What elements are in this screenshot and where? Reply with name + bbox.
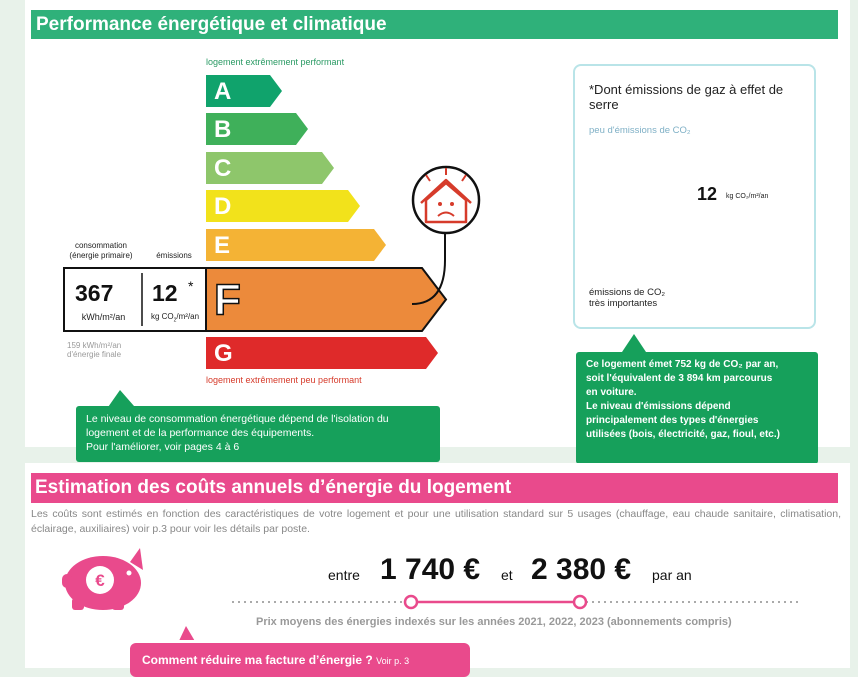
consumption-label: consommation [74, 241, 128, 250]
dpe-top-label: logement extrêmement performant [206, 57, 345, 67]
prices-note: Prix moyens des énergies indexés sur les années 2021, 2022, 2023 (abonnements compris) [256, 616, 732, 628]
svg-text:€: € [95, 571, 105, 590]
dpe-letter-b: B [214, 116, 232, 143]
dpe-letter-c: C [214, 155, 232, 182]
dpe-letter-d: D [214, 193, 232, 220]
ges-bottom-label-1: émissions de CO₂ [589, 287, 666, 298]
final-energy-1: 159 kWh/m²/an [67, 341, 122, 350]
section-title-performance: Performance énergétique et climatique [31, 10, 838, 39]
emissions-star: * [188, 278, 194, 294]
cost-low: 1 740 € [380, 553, 481, 586]
ges-top-label: peu d'émissions de CO₂ [589, 125, 691, 136]
dpe-bottom-label: logement extrêmement peu performant [206, 375, 362, 385]
cost-high-marker [574, 596, 586, 608]
cost-low-marker [405, 596, 417, 608]
and-label: et [501, 567, 513, 583]
consumption-unit: kWh/m²/an [81, 312, 126, 322]
emissions-label: émissions [156, 251, 192, 260]
consumption-info-bubble: Le niveau de consommation énergétique dépend de l'isolation du logement et de la performance des équipements. Pour l'améliorer, voir pages 4 à 6 [76, 406, 440, 462]
emissions-info-bubble: Ce logement émet 752 kg de CO₂ par an, soit l'équivalent de 3 894 km parcourus en voiture. Le niveau d'émissions dépend principalement des types d'énergies utilisées (bois, électricité, gaz, fioul, etc.) [576, 352, 818, 464]
consumption-sub: (énergie primaire) [69, 251, 133, 260]
cost-high: 2 380 € [531, 553, 632, 586]
ges-unit: kg CO₂/m²/an [726, 193, 769, 200]
costs-description: Les coûts sont estimés en fonction des caractéristiques de votre logement et pour une utilisation standard sur 5 usages (chauffage, eau chaude sanitaire, climatisation, éclairage, auxiliaires) voir p.3 pour voir les détails par poste. [31, 508, 841, 535]
dpe-letter-a: A [214, 78, 232, 105]
dpe-letter-g: G [214, 340, 233, 367]
final-energy-2: d'énergie finale [67, 350, 122, 359]
dpe-letter-f: F [214, 275, 241, 325]
consumption-value: 367 [75, 280, 114, 306]
dpe-letter-e: E [214, 232, 231, 259]
per-year-label: par an [652, 567, 692, 583]
ges-value: 12 [697, 184, 718, 204]
emissions-unit: kg $CO_2/m^2/an$ [150, 312, 200, 324]
emissions-value: 12 [152, 280, 178, 306]
piggy-bank-euro-icon [62, 548, 143, 610]
section-title-costs: Estimation des coûts annuels d’énergie du logement [31, 473, 838, 503]
reduce-bill-link[interactable]: Comment réduire ma facture d’énergie ? Voir p. 3 [130, 643, 470, 677]
ges-bottom-label-2: très importantes [589, 298, 658, 309]
between-label: entre [328, 567, 360, 583]
ges-title: *Dont émissions de gaz à effet de serre [589, 82, 784, 112]
